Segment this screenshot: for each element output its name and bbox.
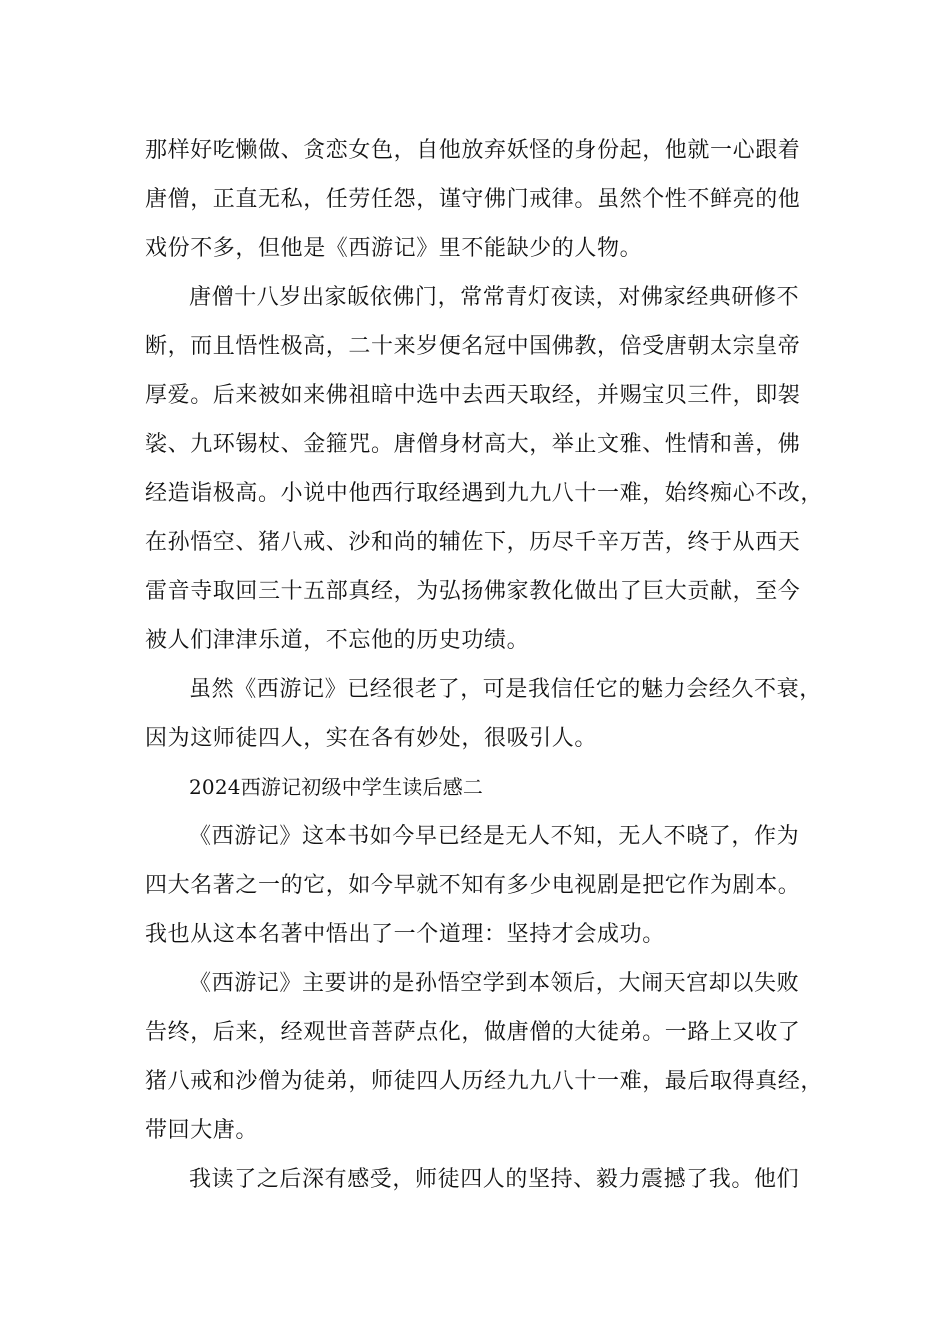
text-line: 被人们津津乐道，不忘他的历史功绩。	[145, 628, 530, 653]
text-line: 唐僧，正直无私，任劳任怨，谨守佛门戒律。虽然个性不鲜亮的他	[145, 187, 801, 212]
paragraph-start-line: 虽然《西游记》已经很老了，可是我信任它的魅力会经久不衰，	[189, 677, 822, 702]
paragraph-start-line: 我读了之后深有感受，师徒四人的坚持、毅力震撼了我。他们	[189, 1167, 800, 1192]
paragraph-start-line: 唐僧十八岁出家皈依佛门，常常青灯夜读，对佛家经典研修不	[189, 285, 800, 310]
text-line: 四大名著之一的它，如今早就不知有多少电视剧是把它作为剧本。	[145, 873, 801, 898]
paragraph-start-line: 《西游记》这本书如今早已经是无人不知，无人不晓了，作为	[189, 824, 800, 849]
text-line: 雷音寺取回三十五部真经，为弘扬佛家教化做出了巨大贡献，至今	[145, 579, 801, 604]
text-line: 断，而且悟性极高，二十来岁便名冠中国佛教，倍受唐朝太宗皇帝	[145, 334, 801, 359]
section-heading: 2024西游记初级中学生读后感二	[189, 775, 484, 799]
document-page	[145, 126, 825, 1204]
text-line: 带回大唐。	[145, 1118, 259, 1143]
text-line: 厚爱。后来被如来佛祖暗中选中去西天取经，并赐宝贝三件，即袈	[145, 383, 801, 408]
paragraph-start-line: 《西游记》主要讲的是孙悟空学到本领后，大闹天宫却以失败	[189, 971, 800, 996]
text-line: 戏份不多，但他是《西游记》里不能缺少的人物。	[145, 236, 643, 261]
text-line: 经造诣极高。小说中他西行取经遇到九九八十一难，始终痴心不改，	[145, 481, 824, 506]
text-line: 因为这师徒四人，实在各有妙处，很吸引人。	[145, 726, 598, 751]
text-line: 猪八戒和沙僧为徒弟，师徒四人历经九九八十一难，最后取得真经，	[145, 1069, 824, 1094]
text-line: 告终，后来，经观世音菩萨点化，做唐僧的大徒弟。一路上又收了	[145, 1020, 801, 1045]
text-line: 裟、九环锡杖、金箍咒。唐僧身材高大，举止文雅、性情和善，佛	[145, 432, 801, 457]
text-line: 那样好吃懒做、贪恋女色，自他放弃妖怪的身份起，他就一心跟着	[145, 138, 801, 163]
text-line: 在孙悟空、猪八戒、沙和尚的辅佐下，历尽千辛万苦，终于从西天	[145, 530, 801, 555]
text-line: 我也从这本名著中悟出了一个道理：坚持才会成功。	[145, 922, 665, 947]
